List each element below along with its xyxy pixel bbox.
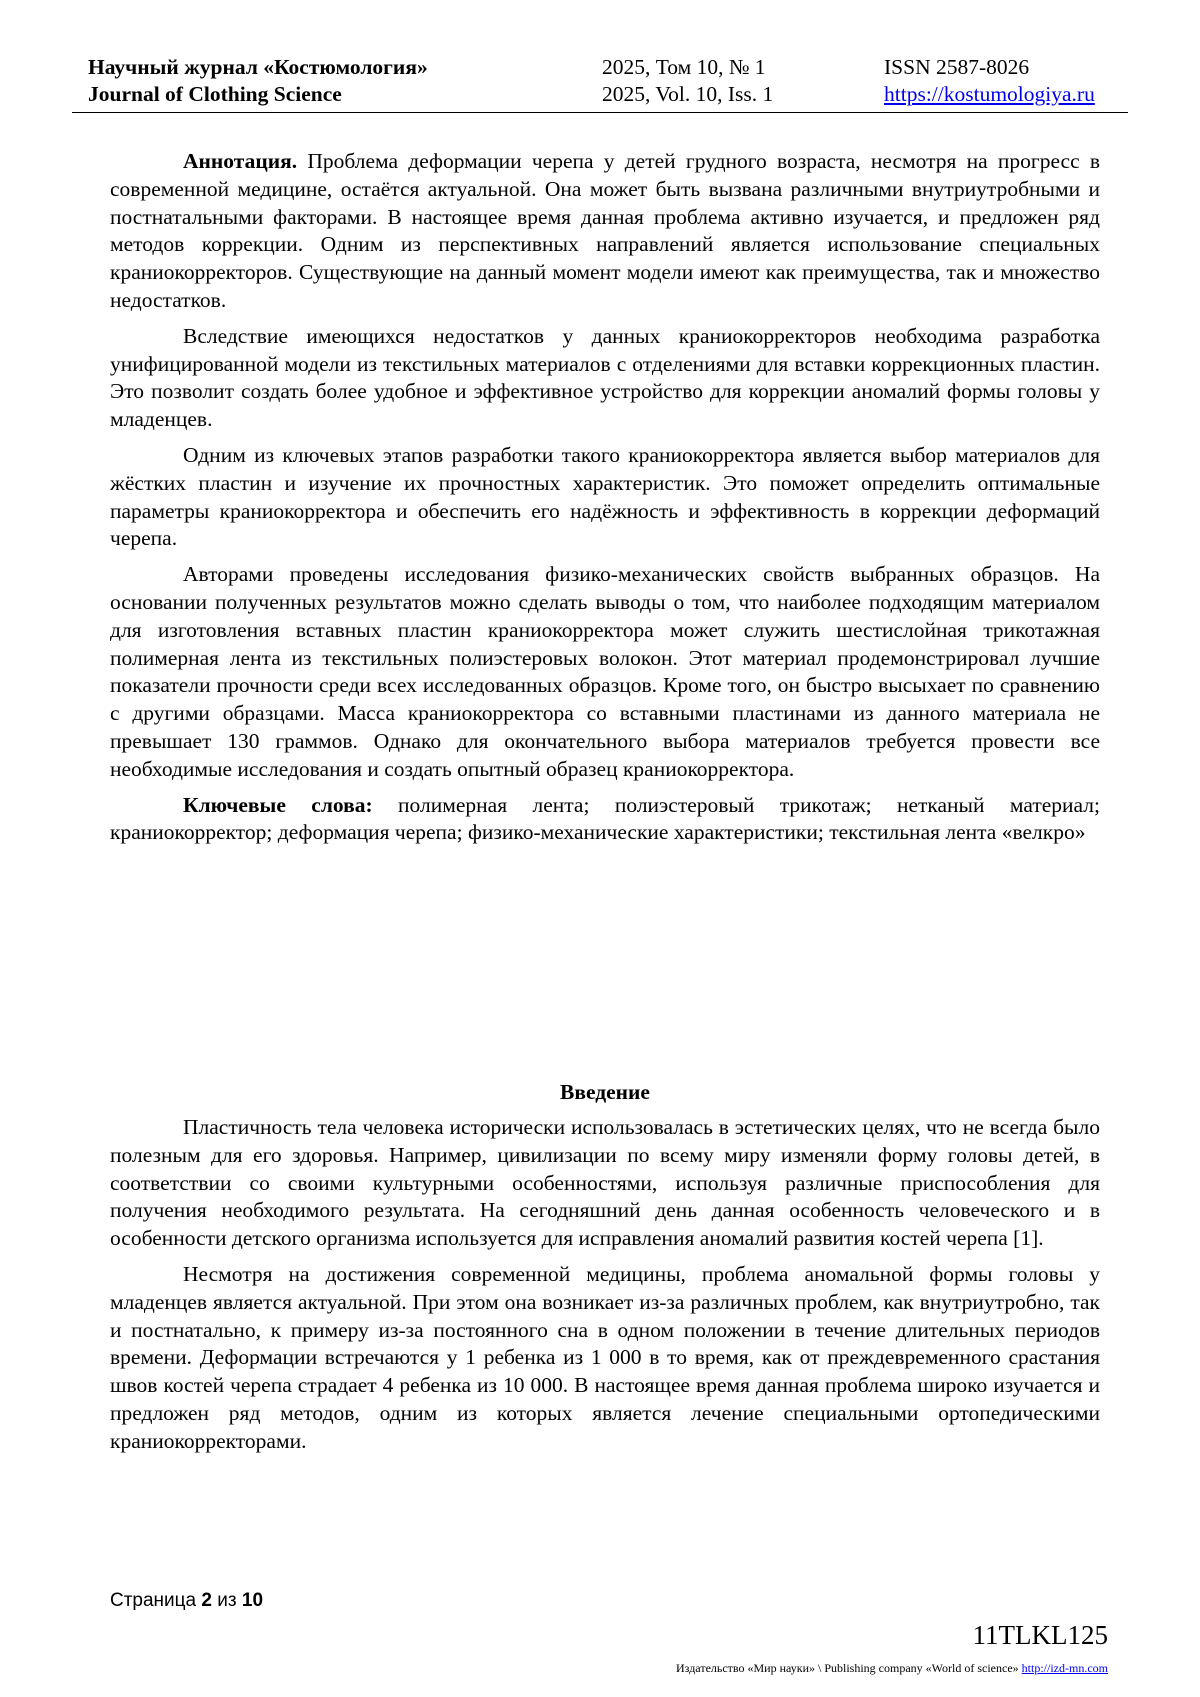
- page-current: 2: [201, 1590, 212, 1611]
- abstract-paragraph-1: [110, 148, 1100, 315]
- introduction-heading: Введение: [560, 1080, 650, 1105]
- page-word: Страница: [110, 1590, 202, 1611]
- issue-en: 2025, Vol. 10, Iss. 1: [602, 82, 774, 106]
- abstract-label: Аннотация.: [183, 149, 298, 173]
- journal-title-block: [88, 54, 428, 108]
- keywords-paragraph: [110, 792, 1100, 848]
- abstract-paragraph-3: Одним из ключевых этапов разработки такого краниокорректора является выбор материалов для жёстких пластин и изучение их прочностных характеристик. Это поможет определить оптимальные параметры краниокорректора и обеспечить его надёжность и эффективность в коррекции деформаций черепа.: [110, 442, 1100, 551]
- issn-block: [884, 54, 1095, 108]
- journal-url-link[interactable]: https://kostumologiya.ru: [884, 82, 1095, 106]
- page-separator: из: [211, 1590, 242, 1611]
- journal-title-ru: Научный журнал «Костюмология»: [88, 55, 428, 79]
- issn: ISSN 2587-8026: [884, 55, 1030, 79]
- article-body: [110, 148, 1100, 1463]
- abstract-paragraph-4: Авторами проведены исследования физико-механических свойств выбранных образцов. На основании полученных результатов можно сделать выводы о том, что наиболее подходящим материалом для изготовления вставных пластин краниокорректора может служить шестислойная трикотажная полимерная лента из текстильных полиэстеровых волокон. Этот материал продемонстрировал лучшие показатели прочности среди всех исследованных образцов. Кроме того, он быстро высыхает по сравнению с другими образцами. Масса краниокорректора со вставными пластинами из данного материала не превышает 130 граммов. Однако для окончательного выбора материалов требуется провести все необходимые исследования и создать опытный образец краниокорректора.: [110, 562, 1100, 781]
- introduction-paragraph-2: Несмотря на достижения современной медицины, проблема аномальной формы головы у младенцев является актуальной. При этом она возникает из-за различных проблем, как внутриутробно, так и постнатально, к примеру из-за постоянного сна в одном положении в течение длительных периодов времени. Деформации встречаются у 1 ребенка из 1 000 в то время, как от преждевременного срастания швов костей черепа страдает 4 ребенка из 10 000. В настоящее время данная проблема широко изучается и предложен ряд методов, одним из которых является лечение специальными ортопедическими краниокорректорами.: [110, 1261, 1100, 1453]
- blank-spacer: [110, 855, 1100, 1079]
- page-header: [72, 54, 1128, 113]
- abstract-text-1: Проблема деформации черепа у детей грудного возраста, несмотря на прогресс в современной медицине, остаётся актуальной. Она может быть вызвана различными внутриутробными и постнатальными факторами. В настоящее время данная проблема активно изучается, и предложен ряд методов коррекции. Одним из перспективных направлений является использование специальных краниокорректоров. Существующие на данный момент модели имеют как преимущества, так и множество недостатков.: [110, 149, 1100, 312]
- page-number: [110, 1590, 263, 1612]
- issue-ru: 2025, Том 10, № 1: [602, 55, 766, 79]
- publisher-text: Издательство «Мир науки» \ Publishing company «World of science»: [676, 1661, 1022, 1675]
- publisher-line: [676, 1661, 1108, 1676]
- issue-block: [602, 54, 773, 108]
- abstract-paragraph-2: Вследствие имеющихся недостатков у данных краниокорректоров необходима разработка унифицированной модели из текстильных материалов с отделениями для вставки коррекционных пластин. Это позволит создать более удобное и эффективное устройство для коррекции аномалий формы головы у младенцев.: [110, 323, 1100, 432]
- page-total: 10: [241, 1590, 264, 1611]
- publisher-link[interactable]: http://izd-mn.com: [1021, 1661, 1108, 1675]
- introduction-paragraph-1: Пластичность тела человека исторически использовалась в эстетических целях, что не всегда было полезным для его здоровья. Например, цивилизации по всему миру изменяли форму головы детей, в соответствии со своими культурными особенностями, используя различные приспособления для получения необходимого результата. На сегодняшний день данная особенность человеческого и в особенности детского организма используется для исправления аномалий развития костей черепа [1].: [110, 1114, 1100, 1251]
- keywords-label: Ключевые слова:: [183, 792, 373, 817]
- keywords-text: полимерная лента; полиэстеровый трикотаж; нетканый материал; краниокорректор; деформация черепа; физико-механические характеристики; текстильная лента «велкро»: [110, 792, 1100, 845]
- journal-title-en: Journal of Clothing Science: [88, 82, 342, 106]
- article-code: 11TLKL125: [972, 1620, 1108, 1650]
